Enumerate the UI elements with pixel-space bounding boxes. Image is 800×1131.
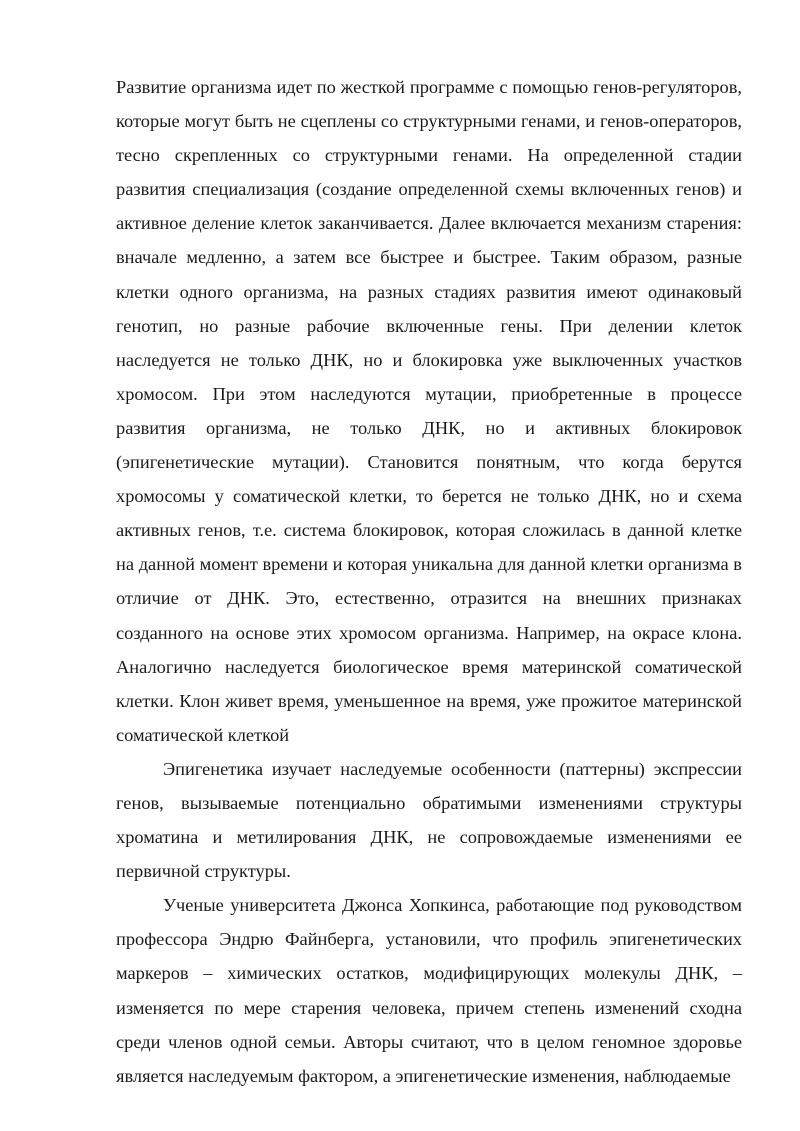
document-page (116, 70, 742, 1093)
paragraph-epigenetics-definition: Эпигенетика изучает наследуемые особенности (паттерны) экспрессии генов, вызываемые потенциально обратимыми изменениями структуры хроматина и метилирования ДНК, не сопровождаемые изменениями ее первичной структуры. (116, 758, 742, 882)
paragraph-development-program: Развитие организма идет по жесткой программе с помощью генов-регуляторов, которые могут быть не сцеплены со структурными генами, и генов-операторов, тесно скрепленных со структурными генами. На определенной стадии развития специализация (создание определенной схемы включенных генов) и активное деление клеток заканчивается. Далее включается механизм старения: вначале медленно, а затем все быстрее и быстрее. Таким образом, разные клетки одного организма, на разных стадиях развития имеют одинаковый генотип, но разные рабочие включенные гены. При делении клеток наследуется не только ДНК, но и блокировка уже выключенных участков хромосом. При этом наследуются мутации, приобретенные в процессе развития организма, не только ДНК, но и активных блокировок (эпигенетические мутации). Становится понятным, что когда берутся хромосомы у соматической клетки, то берется не только ДНК, но и схема активных генов, т.е. система блокировок, которая сложилась в данной клетке на данной момент времени и которая уникальна для данной клетки организма в отличие от ДНК. Это, естественно, отразится на внешних признаках созданного на основе этих хромосом организма. Например, на окрасе клона. Аналогично наследуется биологическое время материнской соматической клетки. Клон живет время, уменьшенное на время, уже прожитое материнской соматической клеткой (116, 77, 742, 745)
paragraph-hopkins-study: Ученые университета Джонса Хопкинса, работающие под руководством профессора Эндрю Файнберга, установили, что профиль эпигенетических маркеров – химических остатков, модифицирующих молекулы ДНК, – изменяется по мере старения человека, причем степень изменений сходна среди членов одной семьи. Авторы считают, что в целом геномное здоровье является наследуемым фактором, а эпигенетические изменения, наблюдаемые (116, 895, 742, 1086)
